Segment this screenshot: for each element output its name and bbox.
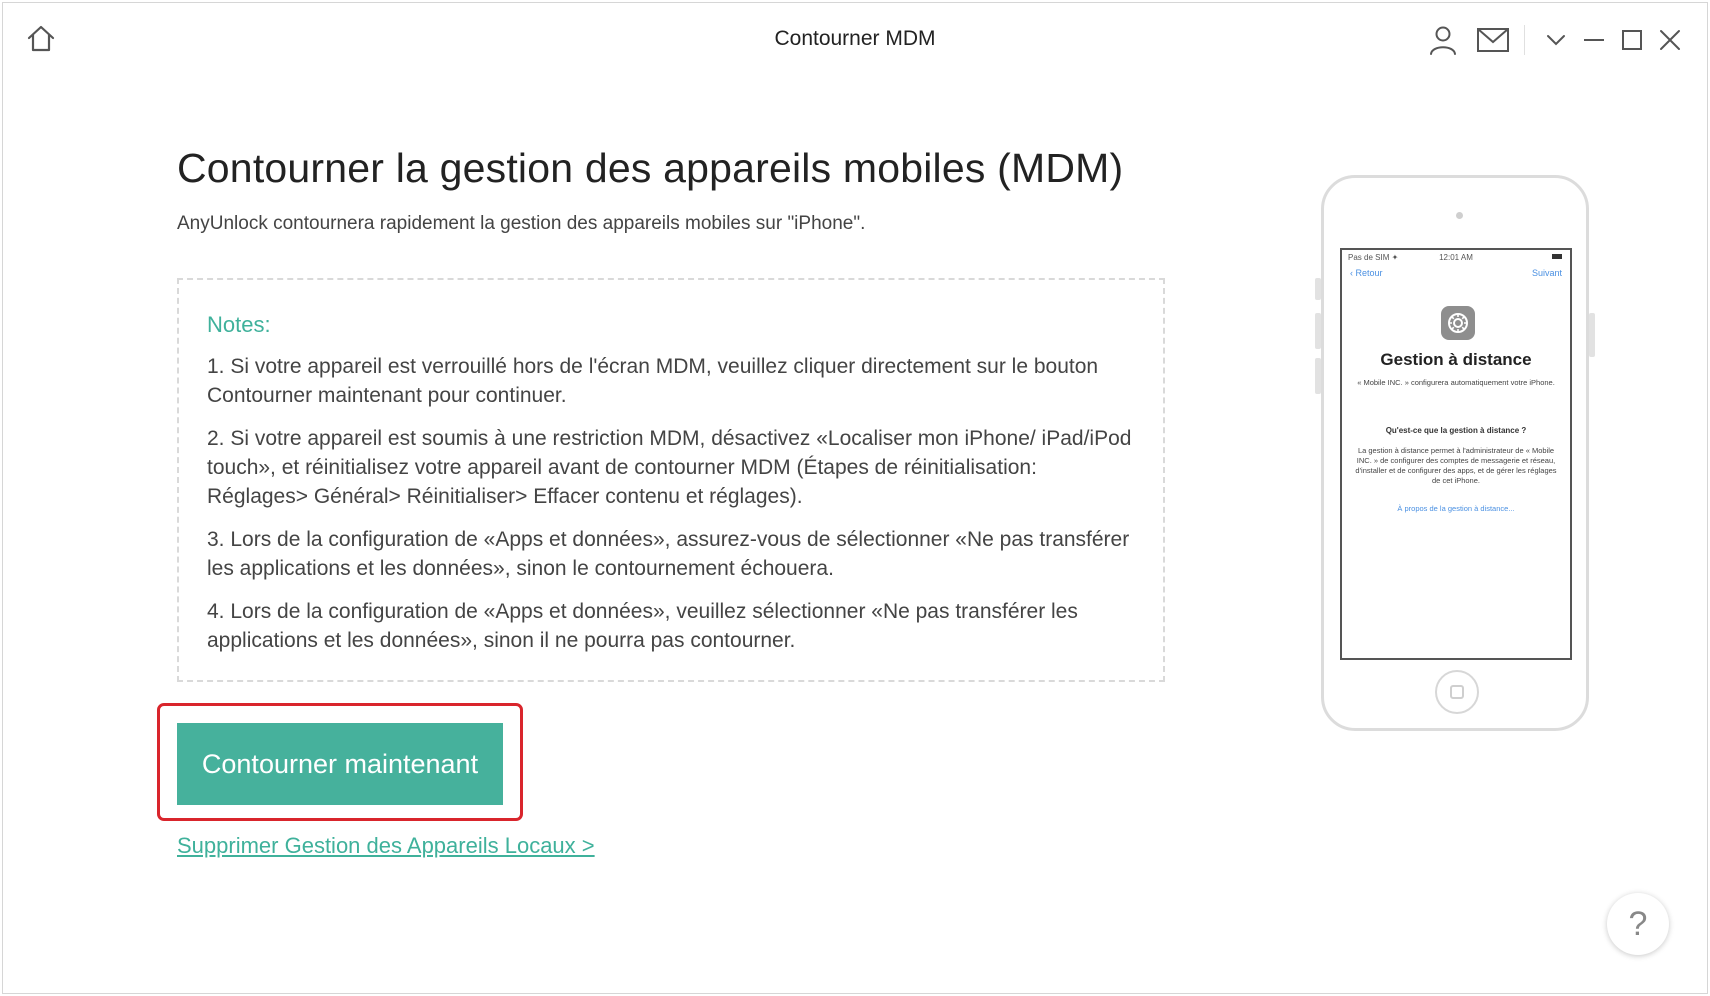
bypass-now-button[interactable]: Contourner maintenant <box>177 723 503 805</box>
help-button[interactable]: ? <box>1607 893 1669 955</box>
close-button[interactable] <box>1651 21 1689 59</box>
user-icon <box>1427 24 1459 56</box>
notes-box <box>177 278 1165 682</box>
status-time: 12:01 AM <box>1439 253 1473 262</box>
mail-icon <box>1476 25 1510 55</box>
screen-about-link: À propos de la gestion à distance... <box>1397 504 1515 513</box>
notes-title: Notes: <box>207 312 271 337</box>
battery-icon <box>1552 254 1562 259</box>
phone-side-button <box>1315 313 1321 349</box>
window-title: Contourner MDM <box>774 27 936 50</box>
phone-side-button <box>1589 313 1595 357</box>
dropdown-menu-button[interactable] <box>1537 21 1575 59</box>
screen-body: La gestion à distance permet à l'administrateur de « Mobile INC. » de configurer des comptes de messagerie et réseau, d'installer et de configurer des apps, et de gérer les réglages de cet iPhone. <box>1355 446 1557 485</box>
remove-local-management-link[interactable]: Supprimer Gestion des Appareils Locaux > <box>177 833 595 858</box>
account-button[interactable] <box>1424 21 1462 59</box>
phone-illustration <box>1321 175 1589 731</box>
note-item: 3. Lors de la configuration de «Apps et données», assurez-vous de sélectionner «Ne pas transférer les applications et les données», sinon le contournement échouera. <box>207 528 1130 580</box>
phone-side-button <box>1315 278 1321 300</box>
app-window <box>2 2 1708 994</box>
screen-title: Gestion à distance <box>1380 350 1532 369</box>
screen-back-label: Retour <box>1355 268 1383 278</box>
screen-next-link: Suivant <box>1531 268 1562 278</box>
phone-camera <box>1456 212 1463 219</box>
close-icon <box>1658 28 1682 52</box>
note-item: 1. Si votre appareil est verrouillé hors de l'écran MDM, veuillez cliquer directement sur le bouton Contourner maintenant pour continuer. <box>207 355 1099 407</box>
minimize-icon <box>1582 28 1606 52</box>
phone-screen <box>1340 248 1572 660</box>
minimize-button[interactable] <box>1575 21 1613 59</box>
feedback-button[interactable] <box>1474 21 1512 59</box>
settings-app-icon <box>1441 306 1475 340</box>
maximize-icon <box>1620 28 1644 52</box>
screen-back-link: ‹ Retour <box>1350 268 1383 278</box>
chevron-down-icon <box>1544 28 1568 52</box>
gear-icon <box>1446 311 1470 335</box>
phone-home-button <box>1435 670 1479 714</box>
window-controls <box>1424 21 1689 59</box>
note-item: 2. Si votre appareil est soumis à une restriction MDM, désactivez «Localiser mon iPhone/ iPad/iPod touch», et réinitialisez votre appareil avant de contourner MDM (Étapes de réinitialisation: Réglages> Général> Réinitialiser> Effacer contenu et réglages). <box>207 427 1132 508</box>
screen-description: « Mobile INC. » configurera automatiquement votre iPhone. <box>1357 378 1555 387</box>
status-carrier: Pas de SIM ✦ <box>1348 253 1399 262</box>
phone-side-button <box>1315 358 1321 394</box>
page-subtitle: AnyUnlock contournera rapidement la gestion des appareils mobiles sur "iPhone". <box>177 213 866 234</box>
screen-question: Qu'est-ce que la gestion à distance ? <box>1385 426 1527 435</box>
page-title: Contourner la gestion des appareils mobiles (MDM) <box>177 145 1124 191</box>
note-item: 4. Lors de la configuration de «Apps et données», veuillez sélectionner «Ne pas transférer les applications et les données», sinon il ne pourra pas contourner. <box>207 600 1078 652</box>
title-bar <box>3 3 1707 77</box>
toolbar-divider <box>1524 25 1525 55</box>
maximize-button[interactable] <box>1613 21 1651 59</box>
